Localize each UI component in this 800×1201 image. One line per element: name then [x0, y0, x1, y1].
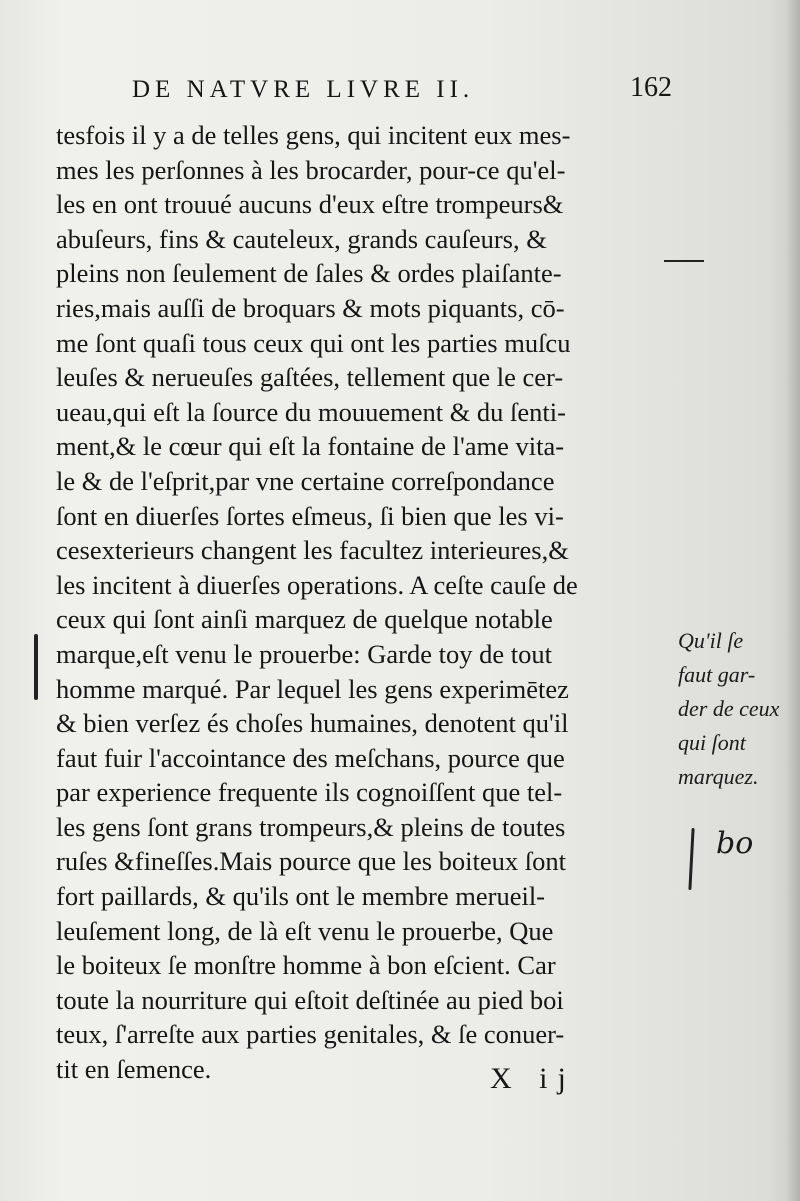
page-gutter-shadow: [786, 0, 800, 1201]
text-line: faut fuir l'accointance des meſchans, pource que: [56, 742, 565, 773]
text-line: les gens ſont grans trompeurs,& pleins de toutes: [56, 811, 566, 842]
text-line: ment,& le cœur qui eſt la fontaine de l'ame vita-: [56, 431, 565, 462]
text-line: pleins non ſeulement de ſales & ordes plaiſante-: [56, 258, 562, 289]
text-line: toute la nourriture qui eſtoit deſtinée au pied boi: [56, 984, 564, 1015]
text-line: leuſes & nerueuſes gaſtées, tellement que le cer-: [56, 362, 564, 393]
handwritten-annotation: bo: [716, 826, 754, 861]
text-line: le boiteux ſe monſtre homme à bon eſcient. Car: [56, 950, 556, 981]
text-line: homme marqué. Par lequel les gens experimētez: [56, 673, 569, 704]
text-line: teux, ſ'arreſte aux parties genitales, & ſe conuer-: [56, 1019, 565, 1050]
text-line: me ſont quaſi tous ceux qui ont les parties muſcu: [56, 327, 571, 358]
right-margin-bracket: [688, 828, 694, 890]
text-line: par experience frequente ils cognoiſſent que tel-: [56, 777, 563, 808]
signature-mark: X ij: [490, 1062, 576, 1095]
text-line: abuſeurs, fins & cauteleux, grands cauſeurs, &: [56, 223, 547, 254]
text-line: les incitent à diuerſes operations. A ceſte cauſe de: [56, 569, 578, 600]
text-line: leuſement long, de là eſt venu le prouerbe, Que: [56, 915, 554, 946]
text-line: mes les perſonnes à les brocarder, pour-ce qu'el-: [56, 154, 566, 185]
text-line: le & de l'eſprit,par vne certaine correſpondance: [56, 465, 555, 496]
text-line: marque,eſt venu le prouerbe: Garde toy de tout: [56, 638, 552, 669]
page-header: [132, 72, 672, 112]
text-line: ruſes &fineſſes.Mais pource que les boiteux ſont: [56, 846, 567, 877]
text-line: tesfois il y a de telles gens, qui incitent eux mes-: [56, 120, 571, 150]
text-line: tit en ſemence.: [56, 1054, 212, 1085]
margin-note: [678, 624, 798, 794]
margin-note-line: der de ceux: [678, 696, 780, 721]
body-text: [56, 118, 676, 1087]
text-line: ſont en diuerſes ſortes eſmeus, ſi bien que les vi-: [56, 500, 564, 531]
page-number: 162: [630, 72, 672, 103]
margin-note-line: faut gar-: [678, 662, 756, 687]
text-line: cesexterieurs changent les facultez interieures,&: [56, 535, 569, 566]
text-line: ceux qui ſont ainſi marquez de quelque notable: [56, 604, 553, 635]
running-head: DE NATVRE LIVRE II.: [132, 76, 475, 103]
margin-note-line: Qu'il ſe: [678, 628, 744, 653]
left-margin-bracket: [34, 634, 38, 700]
text-line: & bien verſez és choſes humaines, denotent qu'il: [56, 708, 569, 739]
marginal-dash-mark: [664, 260, 704, 262]
text-line: ries,mais auſſi de broquars & mots piquants, cō-: [56, 292, 565, 323]
margin-note-line: marquez.: [678, 764, 759, 789]
text-line: les en ont trouué aucuns d'eux eſtre trompeurs&: [56, 189, 564, 220]
margin-note-line: qui ſont: [678, 730, 746, 755]
text-line: ueau,qui eſt la ſource du mouuement & du ſenti-: [56, 396, 566, 427]
text-line: fort paillards, & qu'ils ont le membre merueil-: [56, 881, 546, 912]
